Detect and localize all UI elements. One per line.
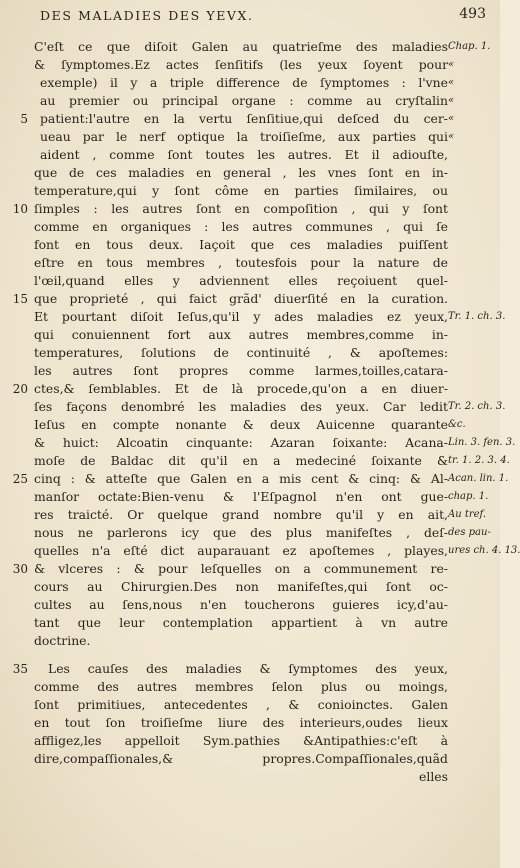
line-number: 10 — [12, 202, 28, 216]
text-line: au premier ou principal organe : comme au cryſtalin — [40, 93, 448, 108]
text-line: ſont primitiues, antecedentes , & conioinctes. Galen — [34, 697, 448, 712]
line-number: 15 — [12, 292, 28, 306]
margin-note: Acan. lin. 1. — [448, 473, 509, 484]
page-number: 493 — [459, 6, 486, 22]
text-line: & huict: Alcoatin cinquante: Azaran ſoixante: Acana- — [34, 435, 448, 450]
text-line: ſes façons denombré les maladies des yeux. Car ledit — [34, 399, 448, 414]
margin-note: &c. — [448, 419, 466, 430]
text-line: Les cauſes des maladies & ſymptomes des yeux, — [48, 661, 448, 676]
text-line: tant que leur contemplation appartient à vn autre — [34, 615, 448, 630]
text-line: elles — [419, 769, 448, 784]
line-number: 30 — [12, 562, 28, 576]
text-line: les autres ſont propres comme larmes,toilles,catara- — [34, 363, 448, 378]
text-line: doctrine. — [34, 633, 91, 648]
text-line: Ieſus en compte nonante & deux Auicenne quarante — [34, 417, 448, 432]
text-line: ctes,& ſemblables. Et de là procede,qu'on a en diuer- — [34, 381, 448, 396]
quote-mark: « — [448, 131, 455, 142]
margin-note: tr. 1. 2. 3. 4. — [448, 455, 510, 466]
text-line: aident , comme ſont toutes les autres. Et il adiouſte, — [40, 147, 448, 162]
text-line: exemple) il y a triple difference de ſymptomes : l'vne — [40, 75, 448, 90]
text-line: quelles n'a eſté dict auparauant ez apoſtemes , playes, — [34, 543, 448, 558]
margin-note: Tr. 2. ch. 3. — [448, 401, 506, 412]
text-line: C'eſt ce que diſoit Galen au quatrieſme des maladies — [34, 39, 448, 54]
text-line: que proprieté , qui faict grãd' diuerſité en la curation. — [34, 291, 448, 306]
text-line: ſimples : les autres ſont en compoſition , qui y ſont — [34, 201, 448, 216]
text-line: affligez,les appelloit Sym.pathies &Antipathies:c'eſt à — [34, 733, 448, 748]
text-line: comme en organiques : les autres communes , qui ſe — [34, 219, 448, 234]
text-line: font en tous deux. Iaçoit que ces maladies puiſſent — [34, 237, 448, 252]
margin-note: Chap. 1. — [448, 41, 491, 52]
text-line: qui conuiennent fort aux autres membres,comme in- — [34, 327, 448, 342]
text-line: cinq : & atteſte que Galen en a mis cent & cinq: & Al- — [34, 471, 448, 486]
text-line: que de ces maladies en general , les vnes ſont en in- — [34, 165, 448, 180]
margin-note: ures ch. 4. 13. — [448, 545, 520, 556]
margin-note: des pau- — [448, 527, 491, 538]
running-head: DES MALADIES DES YEVX. — [40, 8, 254, 23]
text-line: res traicté. Or quelque grand nombre qu'il y en ait, — [34, 507, 448, 522]
text-line: eſtre en tous membres , toutesfois pour la nature de — [34, 255, 448, 270]
text-line: & ſymptomes.Ez actes ſenſitifs (les yeux ſoyent pour — [34, 57, 448, 72]
text-line: l'œil,quand elles y adviennent elles reçoiuent quel- — [34, 273, 448, 288]
margin-note: Lin. 3. fen. 3. — [448, 437, 516, 448]
line-number: 20 — [12, 382, 28, 396]
line-number: 25 — [12, 472, 28, 486]
quote-mark: « — [448, 77, 455, 88]
line-number: 5 — [20, 112, 28, 126]
text-line: Et pourtant diſoit Ieſus,qu'il y ades maladies ez yeux, — [34, 309, 448, 324]
quote-mark: « — [448, 113, 455, 124]
text-line: cours au Chirurgien.Des non manifeſtes,qui ſont oc- — [34, 579, 448, 594]
text-line: nous ne parlerons icy que des plus manifeſtes , deſ- — [34, 525, 448, 540]
quote-mark: « — [448, 95, 455, 106]
text-line: dire,compaſſionales,& propres.Compaſſionales,quãd — [34, 751, 448, 766]
text-line: en tout ſon troiſieſme liure des interieurs,oudes lieux — [34, 715, 448, 730]
margin-note: Tr. 1. ch. 3. — [448, 311, 506, 322]
text-line: manſor octate:Bien-venu & l'Eſpagnol n'en ont gue- — [34, 489, 448, 504]
text-line: & vlceres : & pour leſquelles on a communement re- — [34, 561, 448, 576]
line-number: 35 — [12, 662, 28, 676]
margin-note: Au tref. — [448, 509, 487, 520]
text-line: comme des autres membres ſelon plus ou moings, — [34, 679, 448, 694]
text-line: temperatures, ſolutions de continuité , & apoſtemes: — [34, 345, 448, 360]
margin-note: chap. 1. — [448, 491, 489, 502]
text-line: temperature,qui y ſont côme en parties ſimilaires, ou — [34, 183, 448, 198]
text-line: cultes au ſens,nous n'en toucherons guieres icy,d'au- — [34, 597, 448, 612]
page-header — [0, 0, 500, 30]
text-line: ueau par le nerf optique la troiſieſme, aux parties qui — [40, 129, 448, 144]
text-line: patient:l'autre en la vertu ſenſitiue,qui deſced du cer- — [40, 111, 448, 126]
text-line: moſe de Baldac dit qu'il en a medeciné ſoixante & — [34, 453, 448, 468]
quote-mark: « — [448, 59, 455, 70]
